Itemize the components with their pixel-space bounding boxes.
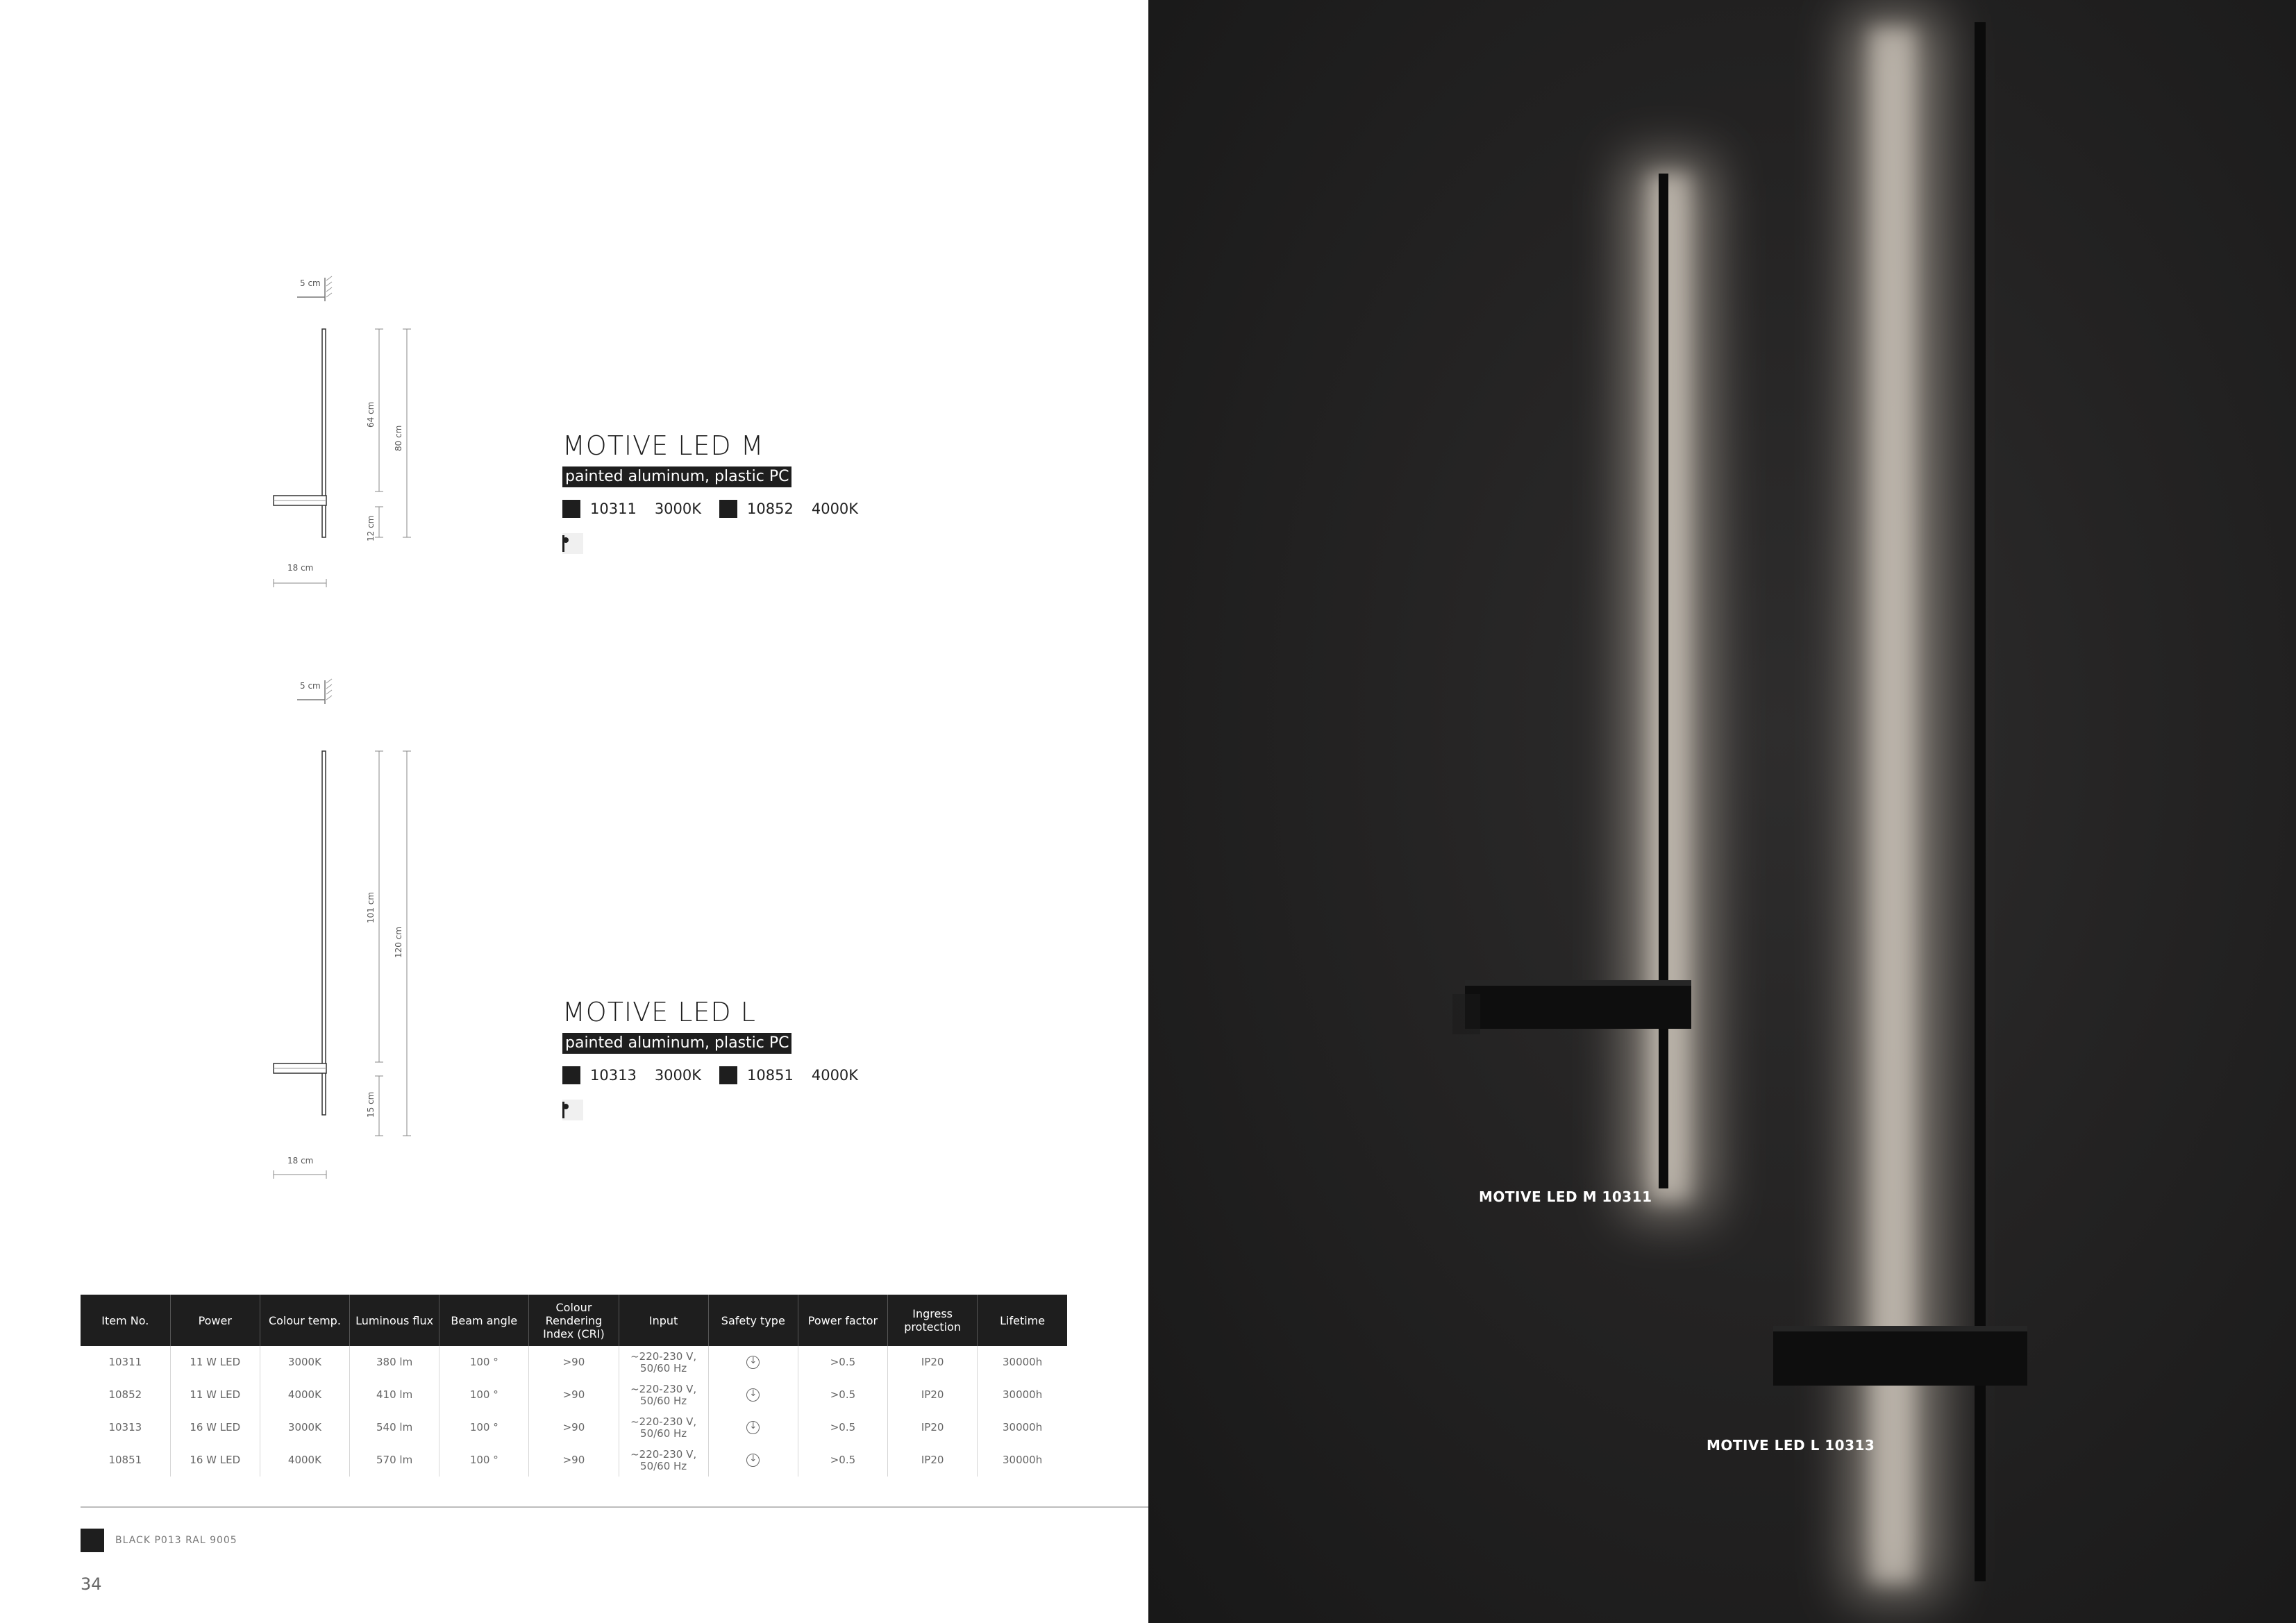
dim-depth-l: 5 cm bbox=[300, 681, 321, 691]
cell-power: 16 W LED bbox=[170, 1444, 260, 1477]
variant-temp: 4000K bbox=[811, 1067, 859, 1084]
finish-swatch bbox=[81, 1529, 104, 1552]
dim-upper-l: 101 cm bbox=[366, 891, 376, 923]
cell-safety bbox=[708, 1379, 798, 1411]
color-swatch bbox=[562, 1066, 580, 1084]
cell-input: ~220-230 V, 50/60 Hz bbox=[619, 1411, 708, 1444]
cell-life: 30000h bbox=[978, 1411, 1067, 1444]
product-material-l: painted aluminum, plastic PC bbox=[562, 1033, 791, 1054]
cell-item: 10313 bbox=[108, 1421, 142, 1433]
cell-flux: 410 lm bbox=[350, 1379, 439, 1411]
variant-list-m bbox=[562, 500, 858, 518]
color-swatch bbox=[562, 500, 580, 518]
col-header: Colour Rendering Index (CRI) bbox=[529, 1295, 619, 1346]
product-photo bbox=[1148, 0, 2296, 1623]
cell-ip: IP20 bbox=[888, 1444, 978, 1477]
cell-item: 10311 bbox=[108, 1356, 142, 1368]
cell-power: 11 W LED bbox=[170, 1379, 260, 1411]
variant-temp: 3000K bbox=[654, 501, 702, 517]
cell-item: 10852 bbox=[108, 1388, 142, 1401]
variant-code: 10311 bbox=[590, 501, 637, 517]
product-block-m bbox=[562, 430, 858, 554]
cell-temp: 3000K bbox=[260, 1346, 349, 1379]
cell-temp: 4000K bbox=[260, 1379, 349, 1411]
col-header: Item No. bbox=[81, 1295, 170, 1346]
cell-ip: IP20 bbox=[888, 1411, 978, 1444]
cell-input: ~220-230 V, 50/60 Hz bbox=[619, 1379, 708, 1411]
page-number: 34 bbox=[81, 1574, 102, 1594]
cell-cri: >90 bbox=[529, 1346, 619, 1379]
dim-depth-m: 5 cm bbox=[300, 278, 321, 288]
cell-pf: >0.5 bbox=[798, 1444, 887, 1477]
spec-table bbox=[81, 1295, 1067, 1477]
finish-label: BLACK P013 RAL 9005 bbox=[115, 1535, 237, 1546]
dim-upper-m: 64 cm bbox=[366, 401, 376, 428]
lamps-illustration bbox=[1148, 0, 2296, 1623]
caption-m: MOTIVE LED M 10311 bbox=[1479, 1188, 1652, 1205]
cell-cri: >90 bbox=[529, 1444, 619, 1477]
table-row bbox=[81, 1346, 1067, 1379]
cell-input: ~220-230 V, 50/60 Hz bbox=[619, 1346, 708, 1379]
table-row bbox=[81, 1411, 1067, 1444]
cell-temp: 4000K bbox=[260, 1444, 349, 1477]
safety-class-icon bbox=[746, 1356, 760, 1369]
product-material-m: painted aluminum, plastic PC bbox=[562, 466, 791, 487]
col-header: Luminous flux bbox=[350, 1295, 439, 1346]
col-header: Power factor bbox=[798, 1295, 887, 1346]
safety-class-icon bbox=[746, 1421, 760, 1434]
dim-total-m: 80 cm bbox=[394, 425, 403, 451]
variant-code: 10852 bbox=[747, 501, 794, 517]
variant-temp: 3000K bbox=[654, 1067, 702, 1084]
cell-beam: 100 ° bbox=[439, 1444, 529, 1477]
product-block-l bbox=[562, 997, 858, 1120]
variant-list-l bbox=[562, 1066, 858, 1084]
dim-total-l: 120 cm bbox=[394, 926, 403, 958]
variant-temp: 4000K bbox=[811, 501, 859, 517]
cell-ip: IP20 bbox=[888, 1346, 978, 1379]
cell-ip: IP20 bbox=[888, 1379, 978, 1411]
dim-width-l: 18 cm bbox=[287, 1156, 314, 1166]
technical-drawing-m bbox=[257, 271, 424, 597]
cell-power: 16 W LED bbox=[170, 1411, 260, 1444]
safety-class-icon bbox=[746, 1454, 760, 1467]
cell-beam: 100 ° bbox=[439, 1346, 529, 1379]
cell-life: 30000h bbox=[978, 1346, 1067, 1379]
cell-life: 30000h bbox=[978, 1444, 1067, 1477]
variant-code: 10851 bbox=[747, 1067, 794, 1084]
cell-beam: 100 ° bbox=[439, 1379, 529, 1411]
dim-lower-m: 12 cm bbox=[366, 515, 376, 541]
dim-width-m: 18 cm bbox=[287, 563, 314, 573]
cell-pf: >0.5 bbox=[798, 1346, 887, 1379]
spec-table-header-row bbox=[81, 1295, 1067, 1346]
divider bbox=[81, 1506, 1148, 1508]
dim-lower-l: 15 cm bbox=[366, 1091, 376, 1118]
safety-class-icon bbox=[746, 1388, 760, 1402]
cell-flux: 380 lm bbox=[350, 1346, 439, 1379]
cell-beam: 100 ° bbox=[439, 1411, 529, 1444]
col-header: Input bbox=[619, 1295, 708, 1346]
finish-legend bbox=[81, 1529, 237, 1552]
cell-flux: 540 lm bbox=[350, 1411, 439, 1444]
col-header: Beam angle bbox=[439, 1295, 529, 1346]
cell-safety bbox=[708, 1444, 798, 1477]
col-header: Ingress protection bbox=[888, 1295, 978, 1346]
plug-icon bbox=[562, 533, 583, 554]
cell-pf: >0.5 bbox=[798, 1411, 887, 1444]
product-title-m: MOTIVE LED M bbox=[562, 430, 764, 461]
col-header: Power bbox=[170, 1295, 260, 1346]
table-row bbox=[81, 1444, 1067, 1477]
color-swatch bbox=[719, 1066, 737, 1084]
variant-code: 10313 bbox=[590, 1067, 637, 1084]
col-header: Colour temp. bbox=[260, 1295, 349, 1346]
cell-temp: 3000K bbox=[260, 1411, 349, 1444]
cell-flux: 570 lm bbox=[350, 1444, 439, 1477]
cell-cri: >90 bbox=[529, 1379, 619, 1411]
caption-l: MOTIVE LED L 10313 bbox=[1707, 1437, 1875, 1454]
plug-icon bbox=[562, 1100, 583, 1120]
cell-item: 10851 bbox=[108, 1454, 142, 1466]
technical-drawing-l bbox=[257, 673, 424, 1187]
cell-pf: >0.5 bbox=[798, 1379, 887, 1411]
col-header: Lifetime bbox=[978, 1295, 1067, 1346]
cell-safety bbox=[708, 1346, 798, 1379]
cell-safety bbox=[708, 1411, 798, 1444]
cell-cri: >90 bbox=[529, 1411, 619, 1444]
table-row bbox=[81, 1379, 1067, 1411]
cell-input: ~220-230 V, 50/60 Hz bbox=[619, 1444, 708, 1477]
color-swatch bbox=[719, 500, 737, 518]
product-title-l: MOTIVE LED L bbox=[562, 997, 756, 1027]
cell-power: 11 W LED bbox=[170, 1346, 260, 1379]
col-header: Safety type bbox=[708, 1295, 798, 1346]
cell-life: 30000h bbox=[978, 1379, 1067, 1411]
